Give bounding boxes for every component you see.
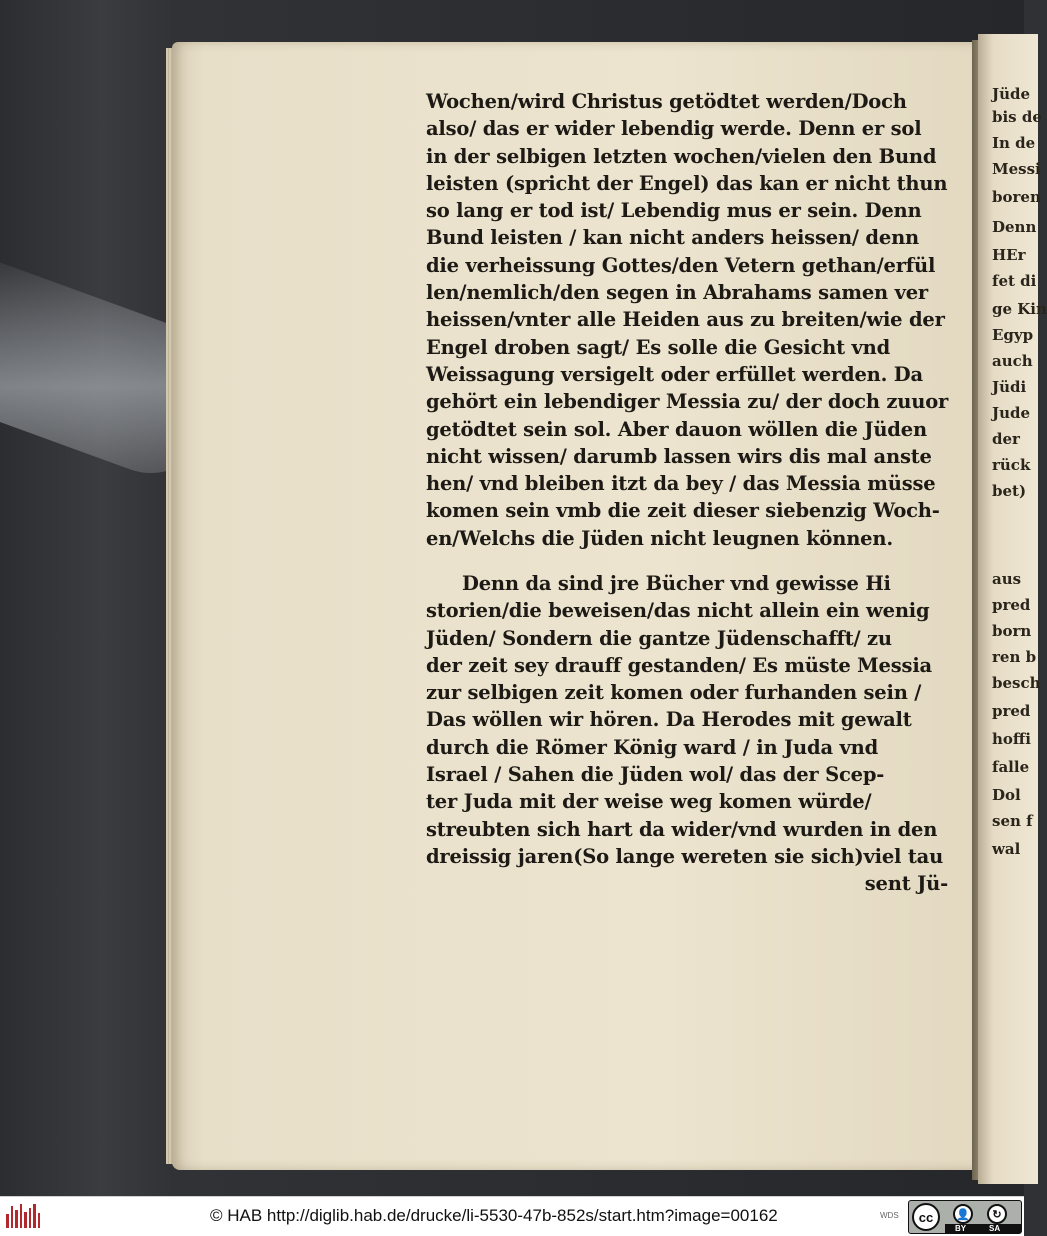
text-line: leisten (spricht der Engel) das kan er nicht thun [426,171,948,195]
text-line: len/nemlich/den segen in Abrahams samen ver [426,281,929,305]
paragraph-2 [426,570,966,898]
facing-line: In de [992,134,1036,152]
text-line: also/ das er wider lebendig werde. Denn er sol [426,117,922,141]
facing-line: sen f [992,812,1033,830]
text-line: die verheissung Gottes/den Vetern gethan/erfül [426,253,936,277]
share-alike-icon: ↻ [987,1204,1007,1224]
text-line: Israel / Sahen die Jüden wol/ das der Scep- [426,763,885,787]
text-line: Denn da sind jre Bücher vnd gewisse Hi [462,572,891,595]
facing-line: besch [992,674,1041,692]
text-line: en/Welchs die Jüden nicht leugnen können. [426,526,893,550]
wds-label: WDS [880,1211,899,1220]
text-line: nicht wissen/ darumb lassen wirs dis mal anste [426,444,932,468]
facing-line: fet di [992,272,1037,290]
facing-line: Jude [992,404,1031,422]
facing-line: Jüde [992,85,1031,103]
text-line: storien/die beweisen/das nicht allein ein wenig [426,599,930,623]
facing-line: Jüdi [992,378,1027,396]
facing-line: hoffi [992,730,1031,748]
by-label: BY [955,1224,967,1233]
facing-line: bis de [992,108,1042,126]
text-line: Weissagung versigelt oder erfüllet werden. Da [426,362,923,386]
text-line: Jüden/ Sondern die gantze Jüdenschafft/ zu [426,626,892,650]
facing-line: Egyp [992,326,1034,344]
sa-label: SA [989,1224,1001,1233]
person-icon: 👤 [953,1204,973,1224]
facing-line: auch [992,352,1033,370]
facing-line: boren [992,188,1041,206]
facing-line: pred [992,702,1031,720]
facing-line: born [992,622,1032,640]
catchword: sent Jü- [864,872,948,896]
text-line: heissen/vnter alle Heiden aus zu breiten/wie der [426,308,945,332]
text-line: hen/ vnd bleiben itzt da bey / das Messia müsse [426,472,936,496]
text-line: komen sein vmb die zeit dieser siebenzig Woch- [426,499,940,523]
facing-line: HEr [992,246,1026,264]
facing-line: Messi [992,160,1041,178]
text-line: Engel droben sagt/ Es solle die Gesicht vnd [426,335,891,359]
facing-line: ge Kin [992,300,1047,318]
facing-line: der [992,430,1020,448]
text-line: so lang er tod ist/ Lebendig mus er sein. Denn [426,199,922,223]
facing-line: wal [992,840,1021,858]
text-line: streubten sich hart da wider/vnd wurden in den [426,817,938,841]
text-line: gehört ein lebendiger Messia zu/ der doch zuuor [426,390,949,414]
facing-line: bet) [992,482,1027,500]
text-line: Das wöllen wir hören. Da Herodes mit gewalt [426,708,912,732]
footer-bar [0,1196,1024,1236]
text-line: ter Juda mit der weise weg komen würde/ [426,790,872,814]
paragraph-1 [426,88,966,552]
copyright-url[interactable]: © HAB http://diglib.hab.de/drucke/li-5530-47b-852s/start.htm?image=00162 [210,1206,778,1225]
cc-license-badge[interactable] [908,1200,1022,1234]
text-line: in der selbigen letzten wochen/vielen den Bund [426,144,937,168]
text-line: zur selbigen zeit komen oder furhanden sein / [426,681,922,705]
text-line: Bund leisten / kan nicht anders heissen/ denn [426,226,920,250]
facing-line: rück [992,456,1031,474]
facing-line: Denn [992,218,1037,236]
text-line: Wochen/wird Christus getödtet werden/Doch [426,90,907,113]
facing-line: pred [992,596,1031,614]
facing-line: falle [992,758,1030,776]
facing-line: Dol [992,786,1021,804]
cc-icon: cc [912,1203,940,1231]
hab-logo-icon [6,1204,40,1228]
text-line: durch die Römer König ward / in Juda vnd [426,735,879,759]
text-line: der zeit sey drauff gestanden/ Es müste Messia [426,653,932,677]
license-labels [945,1224,1021,1233]
text-line: dreissig jaren(So lange wereten sie sich)viel tau [426,844,944,868]
text-line: getödtet sein sol. Aber dauon wöllen die Jüden [426,417,927,441]
facing-line: ren b [992,648,1037,666]
facing-line: aus [992,570,1022,588]
